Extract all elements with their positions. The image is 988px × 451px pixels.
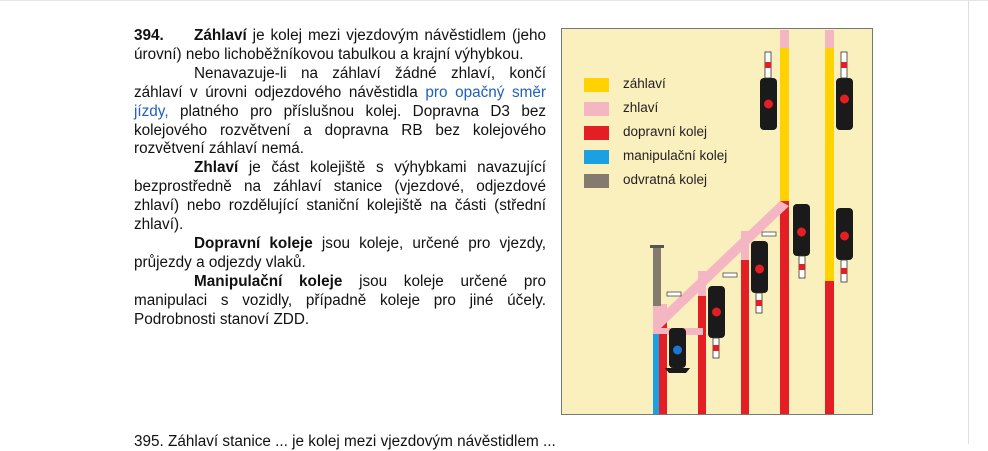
legend-label-zhlavi: zhlaví [623, 100, 659, 115]
paragraph-text: je kolej mezi vjezdovým návěstidlem (jeho úrovní) nebo lichoběžníkovou tabulkou a krajní výhybkou. [134, 27, 546, 63]
paragraph-394 [134, 27, 546, 65]
signal-post-stripe [765, 62, 771, 68]
term-zahlavi: Záhlaví [194, 27, 247, 44]
signal-lamp [840, 95, 849, 104]
marker-plate [762, 232, 776, 236]
legend-label-odvratna: odvratná kolej [623, 172, 708, 187]
signal-post-stripe [756, 300, 762, 306]
signal-post-stripe [841, 268, 847, 274]
paragraph [134, 65, 546, 160]
track-odvratna [653, 246, 661, 306]
paragraph [134, 273, 546, 330]
document-text [134, 27, 546, 330]
legend-label-zahlavi: záhlaví [623, 76, 666, 91]
term-dopravni-koleje: Dopravní koleje [194, 234, 313, 252]
paragraph-text: jsou koleje určené pro manipulaci s vozidly, případně koleje pro jiné účely. Podrobnosti stanoví ZDD. [134, 272, 546, 328]
section-number: 394. [134, 27, 164, 44]
track-end [780, 30, 789, 48]
track-zhlavi [698, 271, 706, 296]
legend-swatch-odvratna [584, 174, 609, 188]
signal-lamp [797, 228, 806, 237]
signal-lamp [755, 265, 764, 274]
top-border [0, 0, 988, 1]
track-zahlavi [780, 30, 789, 201]
signal-lamp [712, 308, 721, 317]
track-diagram [561, 28, 873, 415]
signal-post-stripe [799, 264, 805, 270]
legend-label-dopravni: dopravní kolej [623, 124, 708, 139]
term-manipulacni-koleje: Manipulační koleje [194, 272, 343, 290]
reference-link[interactable]: pro opačný směr jízdy, [134, 83, 546, 120]
track-dopravni [825, 281, 834, 414]
track-zahlavi [825, 30, 834, 281]
legend-label-manipulacni: manipulační kolej [623, 148, 728, 163]
term-zhlavi: Zhlaví [194, 159, 239, 177]
signal-post-stripe [841, 62, 847, 68]
track-zhlavi [741, 231, 749, 260]
signal [836, 78, 853, 130]
track-dopravni [741, 260, 749, 414]
track-dopravni [780, 201, 789, 414]
track-dopravni [698, 296, 706, 414]
paragraph-text: Nenavazuje-li na záhlaví žádné zhlaví, končí záhlaví v úrovni odjezdového návěstidla [134, 64, 546, 101]
paragraph-text: je část kolejiště s výhybkami navazující bezprostředně na záhlaví stanice (vjezdové, odjezdové zhlaví) nebo rozdělující staniční kolejiště na části (střední zhlaví). [134, 159, 546, 234]
signal-lamp-blue [673, 346, 682, 355]
signal-base [665, 368, 690, 373]
paragraph [134, 159, 546, 235]
marker-plate [667, 292, 681, 296]
marker-plate [723, 273, 737, 277]
legend-swatch-zahlavi [584, 78, 609, 92]
paragraph [134, 235, 546, 273]
signal-lamp [840, 232, 849, 241]
paragraph-text: jsou koleje, určené pro vjezdy, průjezdy a odjezdy vlaků. [134, 234, 546, 271]
track-end [825, 30, 834, 48]
signal-lamp [764, 100, 773, 109]
buffer-stop [650, 245, 664, 248]
page-edge [968, 0, 969, 444]
paragraph-text: platného pro příslušnou kolej. Dopravna D3 bez kolejového rozvětvení a dopravna RB bez kolejového rozvětvení záhlaví nemá. [134, 102, 546, 158]
next-paragraph-cutoff: 395. Záhlaví stanice ... je kolej mezi vjezdovým návěstidlem ... [134, 433, 556, 450]
legend-swatch-dopravni [584, 126, 609, 140]
signal-post-stripe [713, 345, 719, 351]
legend-swatch-manipulacni [584, 150, 609, 164]
track-dopravni [659, 334, 667, 414]
legend-swatch-zhlavi [584, 102, 609, 116]
